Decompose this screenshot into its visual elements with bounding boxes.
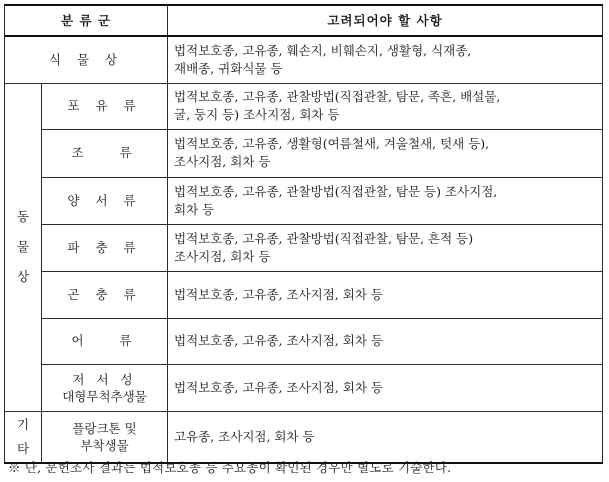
group-animals-char-3: 상: [16, 269, 30, 284]
considerations-plankton: 고유종, 조사지점, 회차 등: [168, 411, 603, 463]
footnote: ※ 단, 문헌조사 결과는 법적보호종 등 주요종이 확인된 경우만 별도로 기술한다.: [8, 460, 452, 475]
category-plankton-line1: 플랑크톤 및: [72, 420, 137, 436]
category-birds: 조 류: [42, 129, 168, 177]
table-header-row: [5, 5, 603, 36]
considerations-plants-line1: 법적보호종, 고유종, 훼손지, 비훼손지, 생활형, 식재종,: [174, 42, 472, 58]
considerations-plants-line2: 재배종, 귀화식물 등: [174, 60, 283, 76]
considerations-mammals: [168, 83, 603, 129]
table-row-birds: [5, 129, 603, 177]
considerations-mammals-line2: 굴, 둥지 등) 조사지점, 회차 등: [174, 107, 340, 122]
category-benthic-line1: 저 서 성: [72, 371, 137, 387]
considerations-birds: [168, 129, 603, 177]
category-reptiles: 파 충 류: [42, 224, 168, 271]
survey-consideration-table: [4, 4, 603, 464]
table-row-amphibians: [5, 177, 603, 224]
category-benthic: [42, 364, 168, 411]
table-row-plankton: [5, 411, 603, 463]
table-row-mammals: [5, 83, 603, 129]
considerations-amphibians: [168, 177, 603, 224]
table-row-benthic: [5, 364, 603, 411]
group-animals-char-1: 동: [16, 209, 30, 224]
considerations-reptiles-line2: 조사지점, 회차 등: [174, 248, 271, 264]
header-classification: 분 류 군: [5, 5, 168, 36]
table-row-plants: [5, 36, 603, 83]
table-row-reptiles: [5, 224, 603, 271]
group-others: [5, 411, 42, 463]
considerations-benthic: 법적보호종, 고유종, 조사지점, 회차 등: [168, 364, 603, 411]
group-others-char-1: 기: [16, 416, 30, 432]
group-animals-char-2: 물: [16, 239, 30, 254]
considerations-amphibians-line2: 회차 등: [174, 201, 215, 217]
category-plankton-line2: 부착생물: [80, 437, 129, 453]
table-row-insects: [5, 271, 603, 318]
category-fish: 어 류: [42, 318, 168, 364]
considerations-reptiles: [168, 224, 603, 271]
considerations-reptiles-line1: 법적보호종, 고유종, 관찰방법(직접관찰, 탐문, 흔적 등): [174, 230, 474, 246]
category-insects: 곤 충 류: [42, 271, 168, 318]
category-amphibians: 양 서 류: [42, 177, 168, 224]
considerations-amphibians-line1: 법적보호종, 고유종, 관찰방법(직접관찰, 탐문 등) 조사지점,: [174, 183, 498, 199]
category-plants: 식 물 상: [5, 36, 168, 83]
group-animals: [5, 83, 42, 411]
considerations-mammals-line1: 법적보호종, 고유종, 관찰방법(직접관찰, 탐문, 족흔, 배설물,: [174, 89, 501, 104]
header-considerations: 고려되어야 할 사항: [168, 5, 603, 36]
considerations-insects: 법적보호종, 고유종, 조사지점, 회차 등: [168, 271, 603, 318]
considerations-plants: [168, 36, 603, 83]
category-plankton: [42, 411, 168, 463]
group-others-char-2: 타: [16, 440, 30, 456]
table-row-fish: [5, 318, 603, 364]
category-mammals: 포 유 류: [42, 83, 168, 129]
considerations-fish: 법적보호종, 고유종, 조사지점, 회차 등: [168, 318, 603, 364]
category-benthic-line2: 대형무척추생물: [62, 388, 147, 404]
considerations-birds-line2: 조사지점, 회차 등: [174, 154, 271, 169]
considerations-birds-line1: 법적보호종, 고유종, 생활형(여름철새, 겨울철새, 텃새 등),: [174, 136, 490, 151]
